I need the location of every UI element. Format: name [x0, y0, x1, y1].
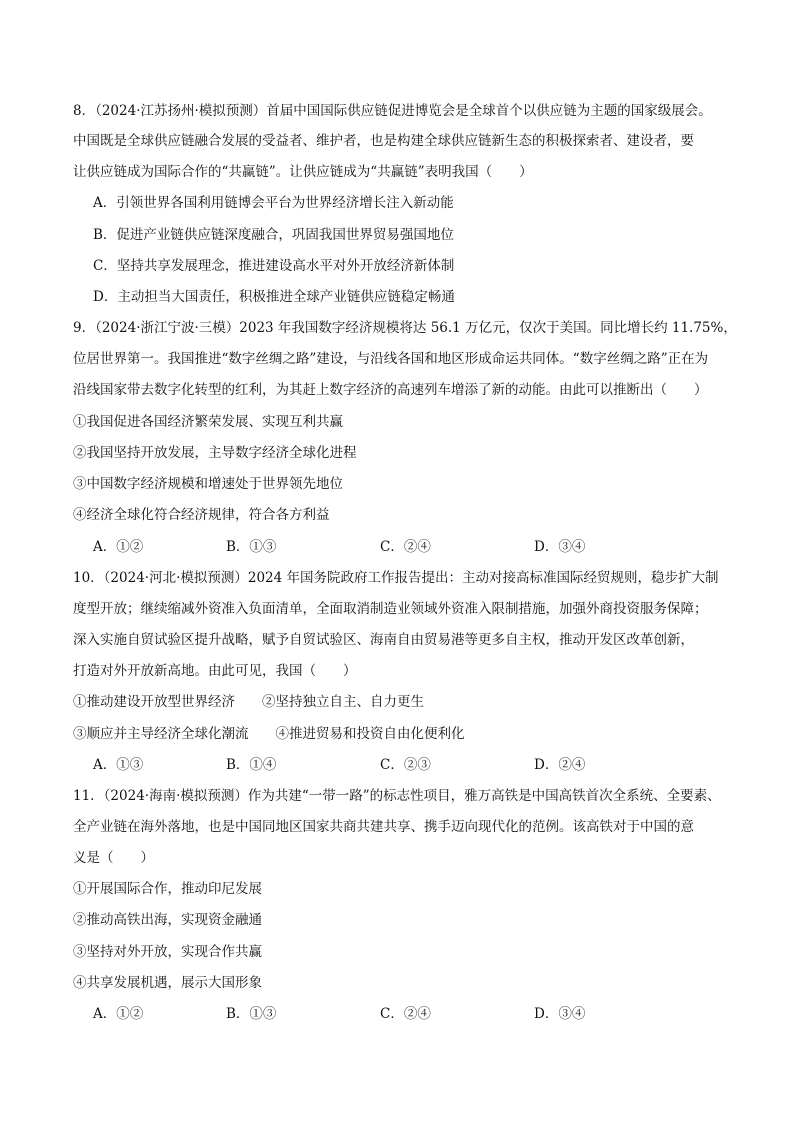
q8-option-c: C．坚持共享发展理念，推进建设高水平对外开放经济新体制: [93, 258, 455, 274]
q8-stem-line-1: 8．（2024·江苏扬州·模拟预测）首届中国国际供应链促进博览会是全球首个以供应链为主题的国家级展会。: [73, 103, 712, 119]
q9-stem-line-1: 9．（2024·浙江宁波·三模）2023 年我国数字经济规模将达 56.1 万亿元，仅次于美国。同比增长约 11.75%，: [73, 320, 737, 336]
q11-statement-4: ④共享发展机遇，展示大国形象: [73, 975, 262, 991]
q11-stem-line-1: 11．（2024·海南·模拟预测）作为共建“一带一路”的标志性项目，雅万高铁是中国高铁首次全系统、全要素、: [73, 788, 721, 804]
q11-choice-a: A．①②: [93, 1006, 144, 1022]
q10-stem-line-4: 打造对外开放新高地。由此可见，我国（ ）: [73, 663, 357, 679]
q8-stem-line-2: 中国既是全球供应链融合发展的受益者、维护者，也是构建全球供应链新生态的积极探索者、建设者，要: [73, 133, 694, 149]
q11-stem-line-3: 义是（ ）: [73, 850, 154, 866]
q9-statement-4: ④经济全球化符合经济规律，符合各方利益: [73, 507, 330, 523]
q11-choice-c: C．②④: [380, 1006, 431, 1022]
q10-statements-row-2: ③顺应并主导经济全球化潮流 ④推进贸易和投资自由化便利化: [73, 726, 465, 742]
q11-statement-3: ③坚持对外开放，实现合作共赢: [73, 944, 262, 960]
q10-choice-d: D．②④: [534, 757, 586, 773]
q10-choice-b: B．①④: [226, 757, 277, 773]
q8-option-d: D．主动担当大国责任，积极推进全球产业链供应链稳定畅通: [93, 289, 455, 305]
q10-choice-c: C．②③: [380, 757, 431, 773]
q8-option-b: B．促进产业链供应链深度融合，巩固我国世界贸易强国地位: [93, 227, 454, 243]
q9-choice-d: D．③④: [534, 539, 586, 555]
q9-choice-b: B．①③: [226, 539, 277, 555]
q10-statements-row-1: ①推动建设开放型世界经济 ②坚持独立自主、自力更生: [73, 694, 424, 710]
q11-statement-2: ②推动高铁出海，实现资金融通: [73, 912, 262, 928]
q11-stem-line-2: 全产业链在海外落地，也是中国同地区国家共商共建共享、携手迈向现代化的范例。该高铁对于中国的意: [73, 819, 694, 835]
q10-stem-line-2: 度型开放；继续缩减外资准入负面清单，全面取消制造业领域外资准入限制措施，加强外商投资服务保障；: [73, 601, 708, 617]
q9-statement-2: ②我国坚持开放发展，主导数字经济全球化进程: [73, 445, 357, 461]
q9-stem-line-2: 位居世界第一。我国推进“数字丝绸之路”建设，与沿线各国和地区形成命运共同体。“数字丝绸之路”正在为: [73, 351, 709, 367]
q9-statement-3: ③中国数字经济规模和增速处于世界领先地位: [73, 476, 343, 492]
q9-choice-c: C．②④: [380, 539, 431, 555]
q10-stem-line-1: 10．（2024·河北·模拟预测）2024 年国务院政府工作报告提出：主动对接高标准国际经贸规则，稳步扩大制: [73, 570, 719, 586]
q8-option-a: A．引领世界各国利用链博会平台为世界经济增长注入新动能: [93, 195, 454, 211]
q11-statement-1: ①开展国际合作，推动印尼发展: [73, 881, 262, 897]
q8-stem-line-3: 让供应链成为国际合作的“共赢链”。让供应链成为“共赢链”表明我国（ ）: [73, 164, 533, 180]
q11-choice-d: D．③④: [534, 1006, 586, 1022]
q10-stem-line-3: 深入实施自贸试验区提升战略，赋予自贸试验区、海南自由贸易港等更多自主权，推动开发区改革创新，: [73, 632, 694, 648]
q9-choice-a: A．①②: [93, 539, 144, 555]
q9-stem-line-3: 沿线国家带去数字化转型的红利，为其赶上数字经济的高速列车增添了新的动能。由此可以推断出（ ）: [73, 382, 708, 398]
q11-choice-b: B．①③: [226, 1006, 277, 1022]
q10-choice-a: A．①③: [93, 757, 144, 773]
q9-statement-1: ①我国促进各国经济繁荣发展、实现互利共赢: [73, 414, 343, 430]
